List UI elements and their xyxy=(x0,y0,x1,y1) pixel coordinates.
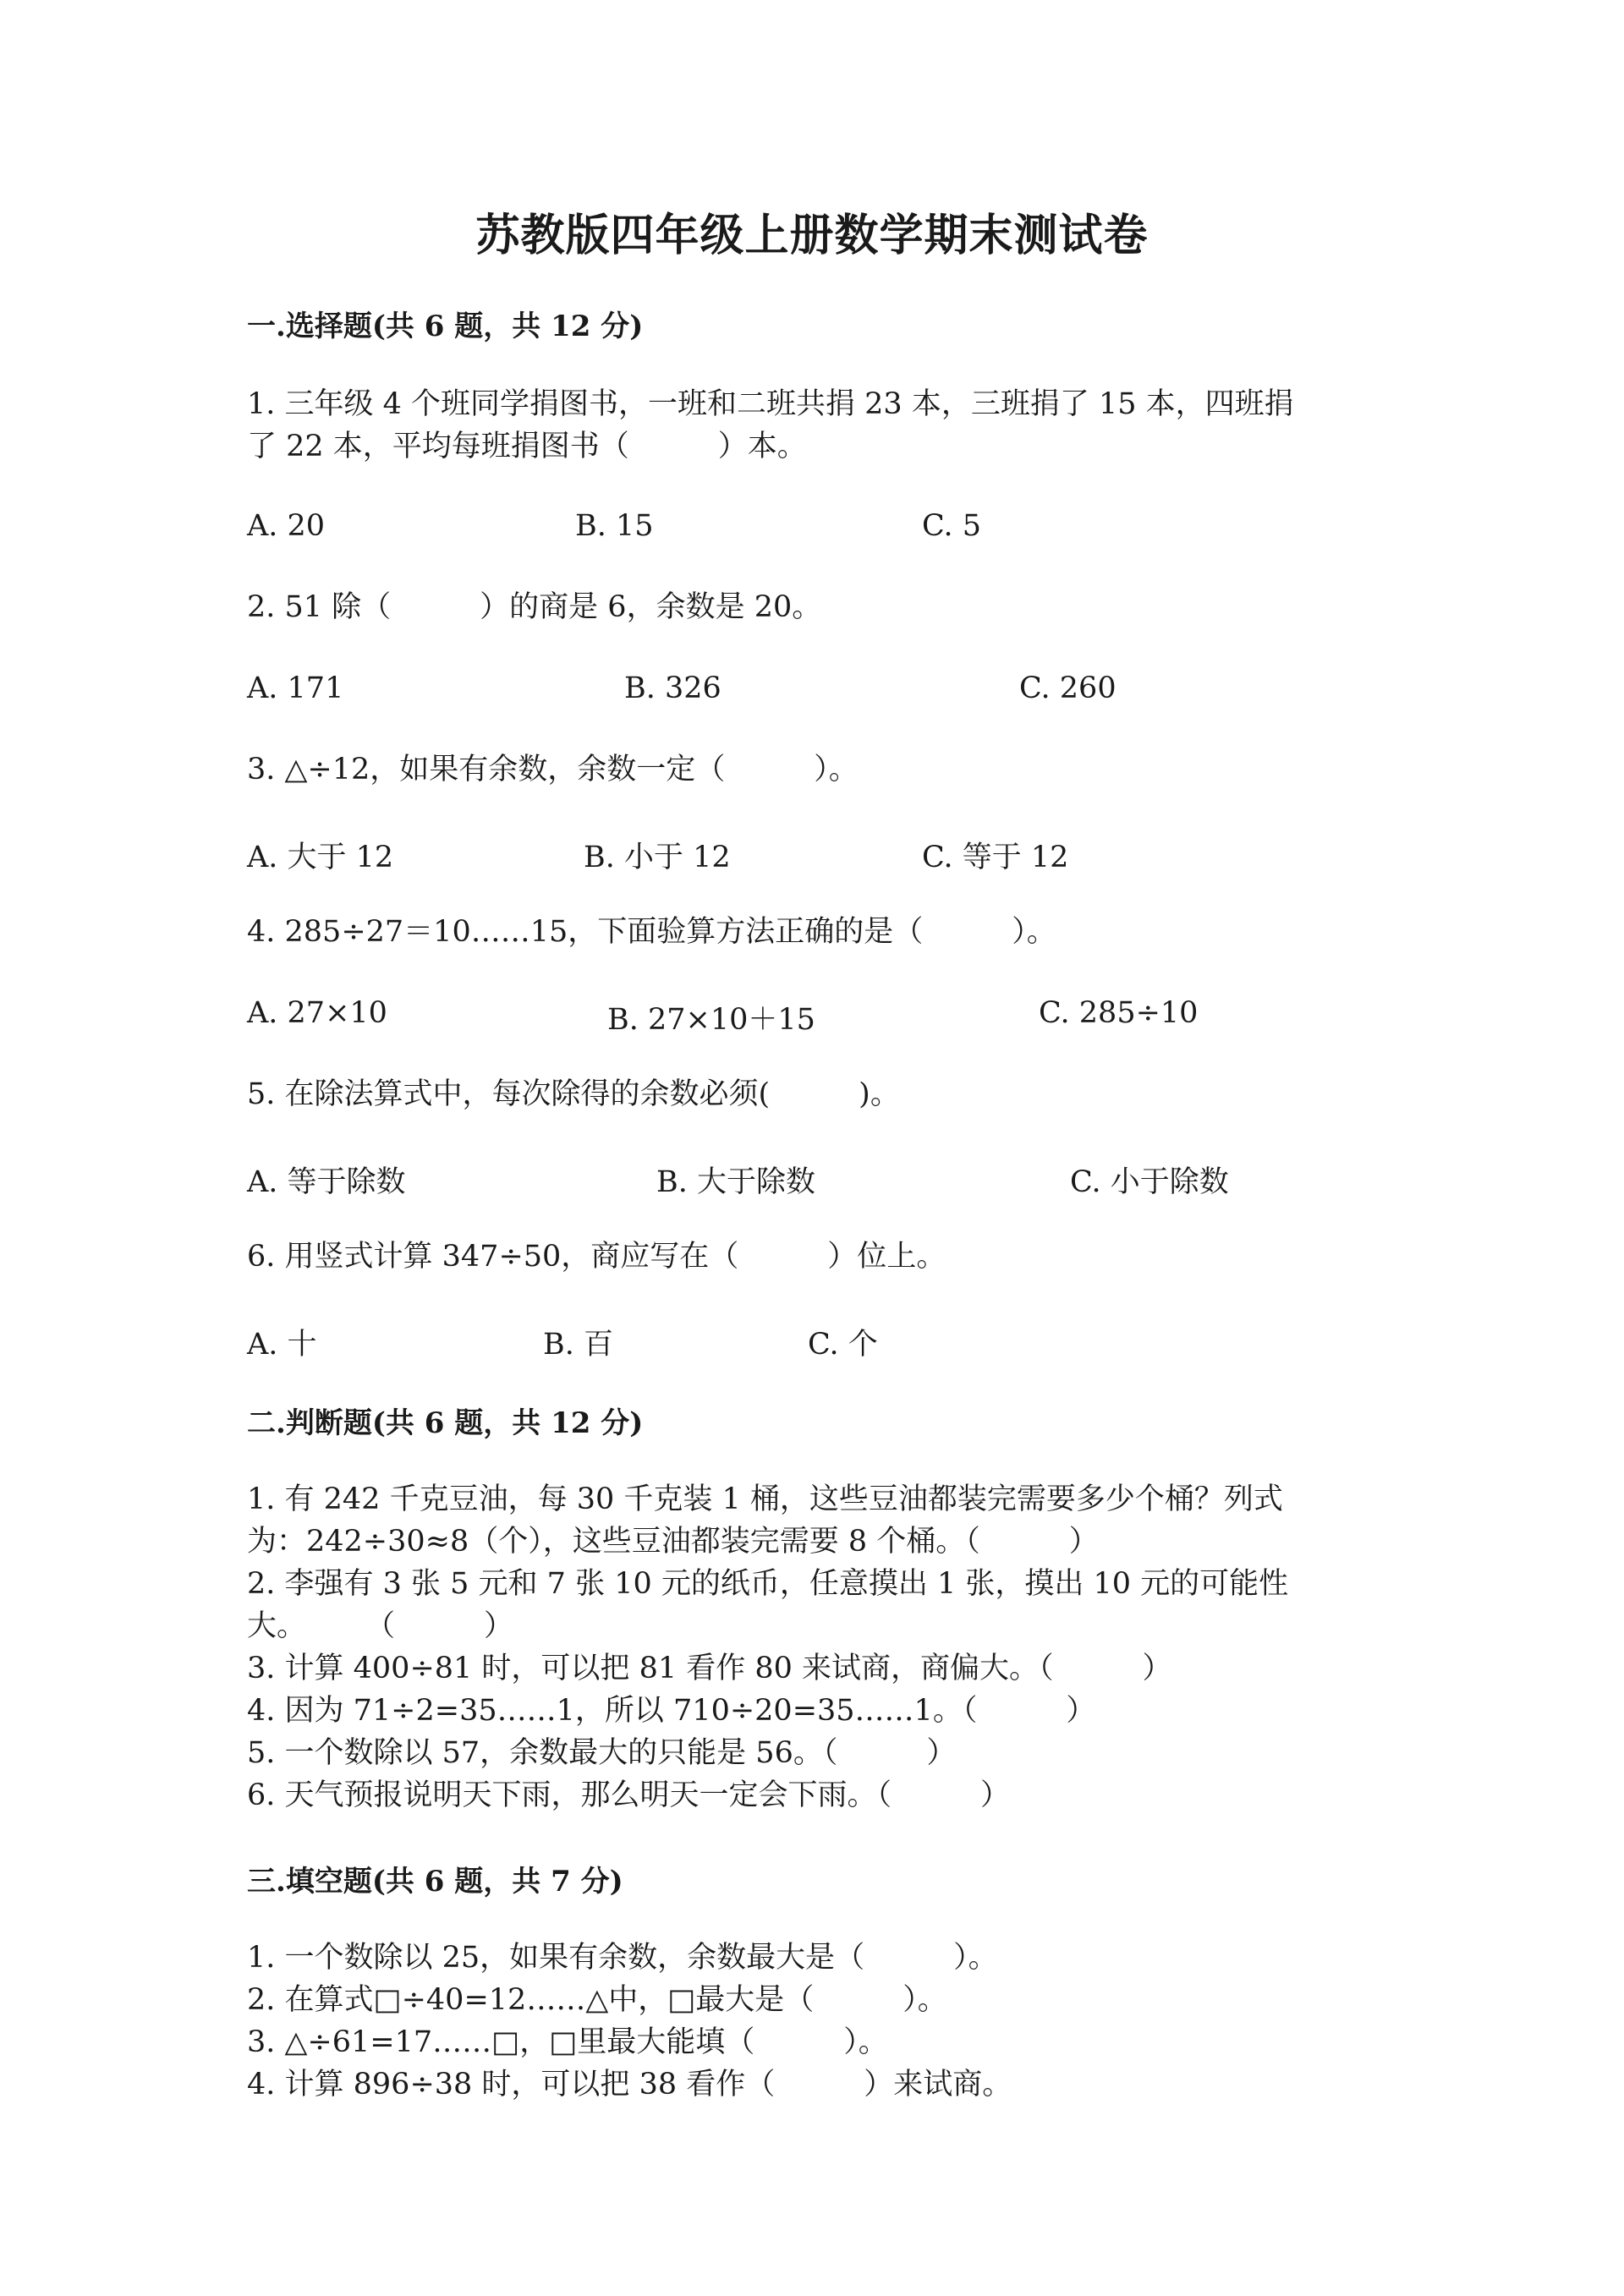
section-heading-choice: 一.选择题(共 6 题，共 12 分) xyxy=(247,310,644,343)
question-line: 为：242÷30≈8（个），这些豆油都装完需要 8 个桶。（ ） xyxy=(247,1525,1099,1559)
option-a: A. 十 xyxy=(247,1328,317,1362)
question-line: 大。 （ ） xyxy=(247,1609,514,1643)
option-a: A. 171 xyxy=(247,671,344,705)
question-line: 6. 天气预报说明天下雨，那么明天一定会下雨。（ ） xyxy=(247,1778,1011,1812)
option-c: C. 个 xyxy=(808,1328,878,1362)
question-line: 2. 在算式□÷40=12……△中，□最大是（ ）。 xyxy=(247,1983,947,2017)
option-c: C. 小于除数 xyxy=(1070,1165,1229,1199)
question-line: 1. 三年级 4 个班同学捐图书，一班和二班共捐 23 本，三班捐了 15 本，四班捐 xyxy=(247,387,1294,421)
option-b: B. 小于 12 xyxy=(584,841,731,874)
question-line: 1. 一个数除以 25，如果有余数，余数最大是（ ）。 xyxy=(247,1941,998,1975)
option-c: C. 260 xyxy=(1019,671,1116,705)
option-a: A. 大于 12 xyxy=(247,841,394,874)
question-line: 4. 285÷27＝10……15，下面验算方法正确的是（ ）。 xyxy=(247,915,1056,949)
question-line: 4. 计算 896÷38 时，可以把 38 看作（ ）来试商。 xyxy=(247,2068,1012,2101)
question-line: 6. 用竖式计算 347÷50，商应写在（ ）位上。 xyxy=(247,1240,946,1274)
question-line: 2. 51 除（ ）的商是 6，余数是 20。 xyxy=(247,590,822,624)
option-c: C. 285÷10 xyxy=(1039,996,1199,1030)
option-a: A. 等于除数 xyxy=(247,1165,406,1199)
question-line: 3. △÷12，如果有余数，余数一定（ ）。 xyxy=(247,753,859,786)
option-b: B. 大于除数 xyxy=(656,1165,815,1199)
question-line: 了 22 本，平均每班捐图书（ ）本。 xyxy=(247,430,807,463)
option-c: C. 5 xyxy=(922,509,982,543)
question-line: 3. 计算 400÷81 时，可以把 81 看作 80 来试商，商偏大。（ ） xyxy=(247,1652,1172,1685)
option-a: A. 27×10 xyxy=(247,996,387,1030)
section-heading-fill-blank: 三.填空题(共 6 题，共 7 分) xyxy=(247,1865,623,1899)
option-a: A. 20 xyxy=(247,509,326,543)
option-b: B. 百 xyxy=(543,1328,613,1362)
option-b: B. 326 xyxy=(624,671,721,705)
section-heading-judgement: 二.判断题(共 6 题，共 12 分) xyxy=(247,1406,644,1440)
option-c: C. 等于 12 xyxy=(922,841,1069,874)
question-line: 2. 李强有 3 张 5 元和 7 张 10 元的纸币，任意摸出 1 张，摸出 10 元的可能性 xyxy=(247,1567,1289,1601)
question-line: 5. 一个数除以 57，余数最大的只能是 56。（ ） xyxy=(247,1736,957,1770)
option-b: B. 27×10＋15 xyxy=(607,1003,815,1037)
question-line: 5. 在除法算式中，每次除得的余数必须( )。 xyxy=(247,1077,900,1111)
question-line: 4. 因为 71÷2=35……1，所以 710÷20=35……1。（ ） xyxy=(247,1694,1096,1728)
question-line: 3. △÷61=17……□，□里最大能填（ ）。 xyxy=(247,2025,888,2059)
question-line: 1. 有 242 千克豆油，每 30 千克装 1 桶，这些豆油都装完需要多少个桶？列式 xyxy=(247,1482,1283,1516)
option-b: B. 15 xyxy=(575,509,654,543)
page-title: 苏教版四年级上册数学期末测试卷 xyxy=(475,210,1149,261)
